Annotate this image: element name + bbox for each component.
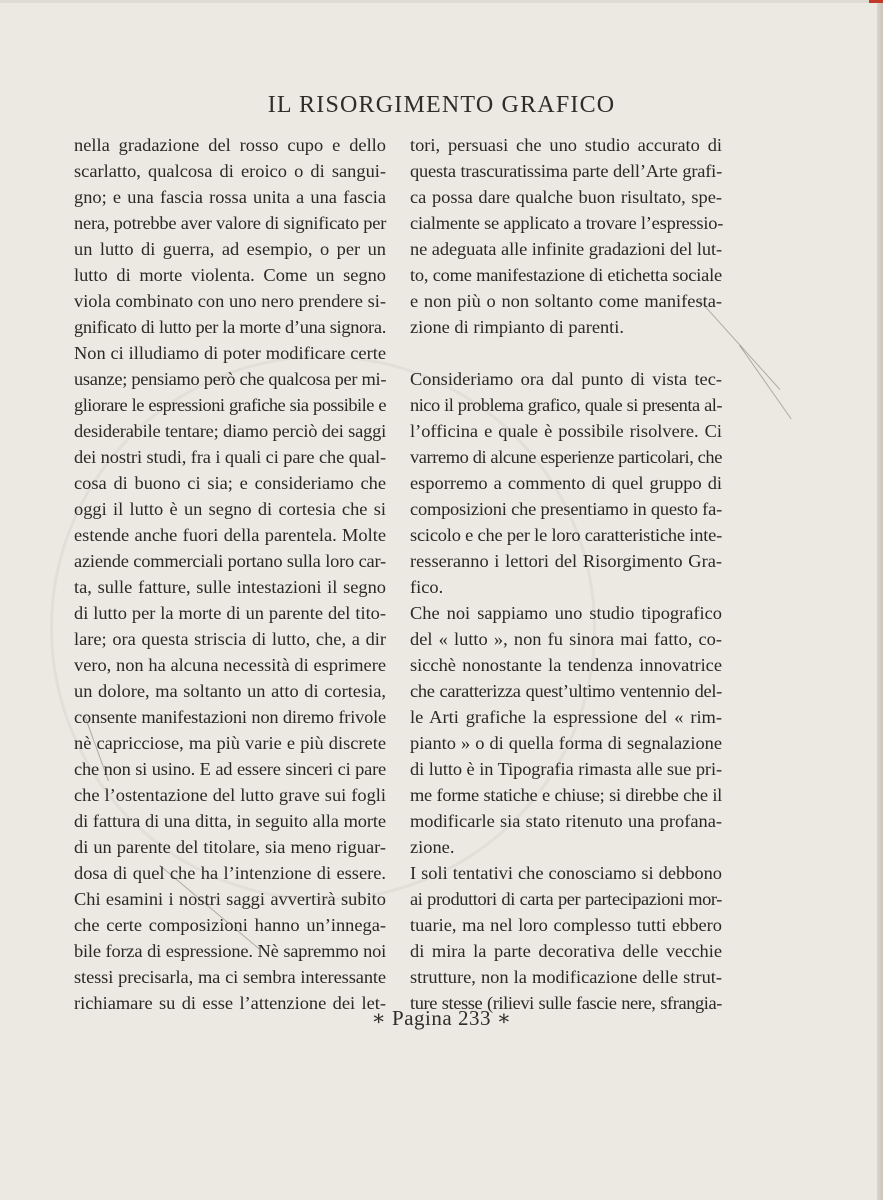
text-line: dosa di quel che ha l’intenzione di essere. — [74, 863, 386, 883]
paragraph-1-last-line: zione di rimpianto di parenti. — [410, 317, 624, 337]
corner-color-mark — [869, 0, 883, 3]
paragraph-1 — [410, 132, 722, 314]
text-line: Che noi sappiamo uno studio tipografico — [410, 603, 722, 623]
page-number: ∗ Pagina 233 ∗ — [371, 1006, 512, 1030]
text-line: cosa di buono ci sia; e consideriamo che — [74, 473, 386, 493]
paragraph-3-last-line: zione. — [410, 837, 455, 857]
text-line: un dolore, ma soltanto un atto di cortesia, — [74, 681, 386, 701]
text-line: scicolo e che per le loro caratteristiche inte- — [410, 525, 722, 545]
decorative-stroke — [739, 345, 791, 419]
paragraph-2 — [410, 366, 722, 574]
text-line: nera, potrebbe aver valore di significato per — [74, 213, 387, 233]
text-line: composizioni che presentiamo in questo fa- — [410, 499, 722, 519]
paragraph-2-last-line: fico. — [410, 577, 444, 597]
text-line: nè capricciose, ma più varie e più discrete — [74, 733, 386, 753]
text-line: che caratterizza quest’ultimo ventennio del- — [410, 681, 722, 701]
text-line: di fattura di una ditta, in seguito alla morte — [74, 811, 386, 831]
text-line: gnificato di lutto per la morte d’una signora. — [74, 317, 387, 337]
text-line: nico il problema grafico, quale si presenta al- — [410, 395, 722, 415]
text-line: Chi esamini i nostri saggi avvertirà subito — [74, 889, 386, 909]
text-line: ture stesse (rilievi sulle fascie nere, sfrangia- — [410, 993, 722, 1013]
text-line: varremo di alcune esperienze particolari, che — [410, 447, 722, 467]
text-line: tori, persuasi che uno studio accurato di — [410, 135, 722, 155]
text-line: richiamare su di esse l’attenzione dei let- — [74, 993, 386, 1013]
text-line: dei nostri studi, fra i quali ci pare che qual- — [74, 447, 386, 467]
text-line: e non più o non soltanto come manifesta- — [410, 291, 722, 311]
text-line: che l’ostentazione del lutto grave sui fogli — [74, 785, 386, 805]
text-line: desiderabile tentare; diamo perciò dei saggi — [74, 421, 386, 441]
text-line: esporremo a commento di quel gruppo di — [410, 473, 722, 493]
text-line: ta, sulle fatture, sulle intestazioni il segno — [74, 577, 386, 597]
text-line: oggi il lutto è un segno di cortesia che si — [74, 499, 386, 519]
text-line: Non ci illudiamo di poter modificare certe — [74, 343, 386, 363]
text-line: che non si usino. E ad essere sinceri ci pare — [74, 759, 386, 779]
text-line: vero, non ha alcuna necessità di esprimere — [74, 655, 386, 675]
text-line: modificarle sia stato ritenuto una profana- — [410, 811, 722, 831]
paragraph-gap — [410, 340, 722, 366]
text-line: viola combinato con uno nero prendere si- — [74, 291, 386, 311]
paragraph-3 — [410, 600, 722, 834]
text-line: di mira la parte decorativa delle vecchie — [410, 941, 722, 961]
text-line: lutto di morte violenta. Come un segno — [74, 265, 386, 285]
text-line: usanze; pensiamo però che qualcosa per mi- — [74, 369, 387, 389]
text-line: sicchè nonostante la tendenza innovatrice — [410, 655, 722, 675]
text-line: lare; ora questa striscia di lutto, che, a dir — [74, 629, 386, 649]
text-line: di un parente del titolare, sia meno riguar- — [74, 837, 386, 857]
text-line: bile forza di espressione. Nè sapremmo noi — [74, 941, 386, 961]
text-line: di lutto è in Tipografia rimasta alle sue pri- — [410, 759, 722, 779]
text-line: aziende commerciali portano sulla loro car- — [74, 551, 386, 571]
page-top-edge — [0, 0, 883, 3]
text-line: to, come manifestazione di etichetta sociale — [410, 265, 722, 285]
text-line: questa trascuratissima parte dell’Arte grafi- — [410, 161, 722, 181]
text-line: stessi precisarla, ma ci sembra interessante — [74, 967, 386, 987]
text-line: ne adeguata alle infinite gradazioni del lut- — [410, 239, 722, 259]
left-text-column — [74, 132, 386, 1016]
text-line: del « lutto », non fu sinora mai fatto, co- — [410, 629, 722, 649]
text-line: un lutto di guerra, ad esempio, o per un — [74, 239, 386, 259]
text-line: pianto » o di quella forma di segnalazione — [410, 733, 722, 753]
text-line: di lutto per la morte di un parente del tito- — [74, 603, 386, 623]
text-line: l’officina e quale è possibile risolvere. Ci — [410, 421, 722, 441]
text-line: I soli tentativi che conosciamo si debbono — [410, 863, 722, 883]
text-line: gliorare le espressioni grafiche sia possibile e — [74, 395, 386, 415]
text-line: strutture, non la modificazione delle strut- — [410, 967, 722, 987]
text-line: cialmente se applicato a trovare l’espressio- — [410, 213, 724, 233]
text-line: ai produttori di carta per partecipazioni mor- — [410, 889, 722, 909]
text-line: ca possa dare qualche buon risultato, spe- — [410, 187, 722, 207]
text-line: le Arti grafiche la espressione del « rim- — [410, 707, 722, 727]
text-line: scarlatto, qualcosa di eroico o di sangui- — [74, 161, 386, 181]
text-line: estende anche fuori della parentela. Molte — [74, 525, 386, 545]
text-line: che certe composizioni hanno un’innega- — [74, 915, 386, 935]
right-text-column — [410, 132, 722, 1016]
running-title: IL RISORGIMENTO GRAFICO — [267, 92, 616, 118]
text-line: consente manifestazioni non diremo frivole — [74, 707, 386, 727]
text-line: Consideriamo ora dal punto di vista tec- — [410, 369, 722, 389]
text-line: tuarie, ma nel loro complesso tutti ebbero — [410, 915, 722, 935]
text-line: gno; e una fascia rossa unita a una fascia — [74, 187, 386, 207]
paragraph-4 — [410, 860, 722, 1016]
text-line: resseranno i lettori del Risorgimento Gra- — [410, 551, 722, 571]
text-line: nella gradazione del rosso cupo e dello — [74, 135, 386, 155]
text-line: me forme statiche e chiuse; si direbbe che il — [410, 785, 722, 805]
